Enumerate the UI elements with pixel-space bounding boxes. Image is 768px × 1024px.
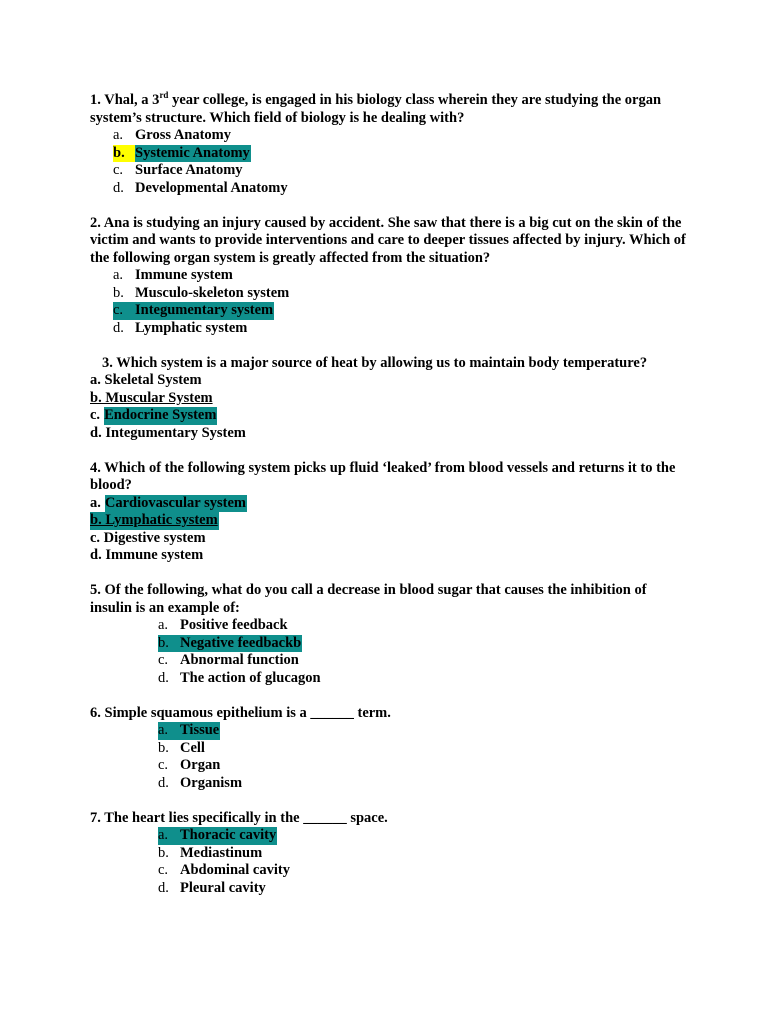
option-text: Organ: [180, 757, 221, 773]
question-4-option-c: [90, 530, 690, 548]
option-text-highlighted: Negative feedbackb: [180, 634, 302, 651]
option-text: c. Digestive system: [90, 529, 206, 546]
question-4-option-d: [90, 547, 690, 565]
option-text: Positive feedback: [180, 617, 288, 633]
question-3-option-b: [90, 390, 690, 408]
question-7: [90, 810, 690, 898]
option-text: Abdominal cavity: [180, 862, 290, 878]
question-4: [90, 460, 690, 565]
option-letter: a.: [158, 617, 169, 633]
option-letter: c.: [158, 862, 169, 878]
question-1-text: [90, 92, 690, 127]
option-text-highlighted: Cardiovascular system: [104, 494, 246, 511]
question-2-option-d: [90, 320, 690, 338]
option-text: Cell: [180, 739, 205, 756]
option-letter: d.: [158, 669, 169, 686]
question-1-option-d: [90, 180, 690, 198]
option-text: Immune system: [135, 267, 233, 283]
question-2-option-c: [90, 302, 690, 320]
option-text: Lymphatic system: [135, 319, 248, 336]
option-text: Surface Anatomy: [135, 162, 243, 178]
question-6-option-d: [90, 775, 690, 793]
question-3-text-content: 3. Which system is a major source of heat by allowing us to maintain body temperature?: [102, 354, 648, 371]
option-text-highlighted: b. Lymphatic system: [90, 512, 218, 528]
option-letter: d.: [113, 179, 124, 196]
question-1-text-start: 1. Vhal, a 3: [90, 92, 160, 108]
option-text: d. Immune system: [90, 547, 204, 563]
option-highlight: [113, 302, 274, 320]
question-1-option-c: [90, 162, 690, 180]
option-letter: b.: [113, 284, 124, 301]
option-highlight: [158, 827, 277, 845]
option-letter: b.: [113, 145, 135, 163]
question-2-option-b: [90, 285, 690, 303]
option-text-highlighted: Endocrine System: [104, 407, 217, 423]
question-2: [90, 215, 690, 338]
option-letter: d.: [158, 774, 169, 791]
question-5-option-a: [90, 617, 690, 635]
question-5-option-d: [90, 670, 690, 688]
option-letter: c.: [113, 162, 124, 178]
question-4-option-a: [90, 495, 690, 513]
question-3-options: [90, 372, 690, 442]
question-6-option-c: [90, 757, 690, 775]
question-4-options: [90, 495, 690, 565]
question-1-text-end: year college, is engaged in his biology class wherein they are studying the organ system’s structure. Which field of biology is he dealing with?: [90, 92, 662, 126]
option-letter: d.: [113, 319, 124, 336]
option-text-underlined: b. Muscular System: [90, 389, 213, 406]
ordinal-superscript: rd: [159, 90, 169, 101]
question-1: [90, 92, 690, 197]
document-page: [90, 92, 690, 915]
question-7-option-b: [90, 845, 690, 863]
option-text: Organism: [180, 774, 243, 791]
option-text: a. Skeletal System: [90, 372, 202, 388]
question-2-options: [90, 267, 690, 337]
question-6: [90, 705, 690, 793]
question-3-option-a: [90, 372, 690, 390]
option-letter: a.: [113, 127, 124, 143]
question-5: [90, 582, 690, 687]
option-text-highlighted: Integumentary system: [135, 302, 274, 318]
question-5-option-b: [90, 635, 690, 653]
question-3-option-d: [90, 425, 690, 443]
option-text: The action of glucagon: [180, 669, 321, 686]
question-6-option-a: [90, 722, 690, 740]
option-letter: c.: [113, 302, 124, 318]
option-text: Abnormal function: [180, 652, 299, 668]
question-6-options: [90, 722, 690, 792]
option-highlight: [158, 722, 220, 740]
question-5-options: [90, 617, 690, 687]
option-letter: c.: [158, 652, 169, 668]
question-4-option-b: [90, 512, 690, 530]
option-letter: d.: [158, 879, 169, 896]
option-letter: c.: [158, 757, 169, 773]
option-text: Developmental Anatomy: [135, 179, 288, 196]
option-text: d. Integumentary System: [90, 424, 246, 441]
question-2-text: 2. Ana is studying an injury caused by accident. She saw that there is a big cut on the skin of the victim and wants to provide interventions and care to deeper tissues affected by injury. Which of the following organ system is greatly affected from the situation?: [90, 214, 686, 266]
option-letter: a.: [158, 827, 169, 843]
option-letter: a.: [158, 722, 169, 738]
option-text: Musculo-skeleton system: [135, 284, 290, 301]
option-text-highlighted: Tissue: [180, 722, 220, 738]
question-3-option-c: [90, 407, 690, 425]
option-text: Gross Anatomy: [135, 127, 232, 143]
option-letter: b.: [158, 634, 169, 651]
option-letter: a.: [113, 267, 124, 283]
question-7-text: 7. The heart lies specifically in the ______ space.: [90, 809, 388, 826]
question-7-option-c: [90, 862, 690, 880]
option-highlight: [158, 635, 302, 653]
question-7-options: [90, 827, 690, 897]
option-text: Mediastinum: [180, 844, 263, 861]
question-1-option-a: [90, 127, 690, 145]
question-1-option-b: [90, 145, 690, 163]
option-text-highlighted: Thoracic cavity: [180, 827, 277, 843]
option-letter: c.: [90, 407, 101, 423]
question-2-option-a: [90, 267, 690, 285]
option-letter: b.: [158, 739, 169, 756]
option-text: Pleural cavity: [180, 879, 266, 896]
option-text-highlighted: Systemic Anatomy: [135, 144, 250, 161]
option-letter: b.: [158, 844, 169, 861]
question-4-text: 4. Which of the following system picks up fluid ‘leaked’ from blood vessels and returns it to the blood?: [90, 459, 676, 493]
option-letter: a.: [90, 494, 101, 511]
question-3: [90, 355, 690, 443]
question-3-text: [90, 355, 690, 373]
question-7-option-d: [90, 880, 690, 898]
question-6-text: 6. Simple squamous epithelium is a ______ term.: [90, 704, 391, 721]
question-6-option-b: [90, 740, 690, 758]
question-7-option-a: [90, 827, 690, 845]
question-1-options: [90, 127, 690, 197]
question-5-option-c: [90, 652, 690, 670]
question-5-text: 5. Of the following, what do you call a decrease in blood sugar that causes the inhibition of insulin is an example of:: [90, 582, 647, 616]
